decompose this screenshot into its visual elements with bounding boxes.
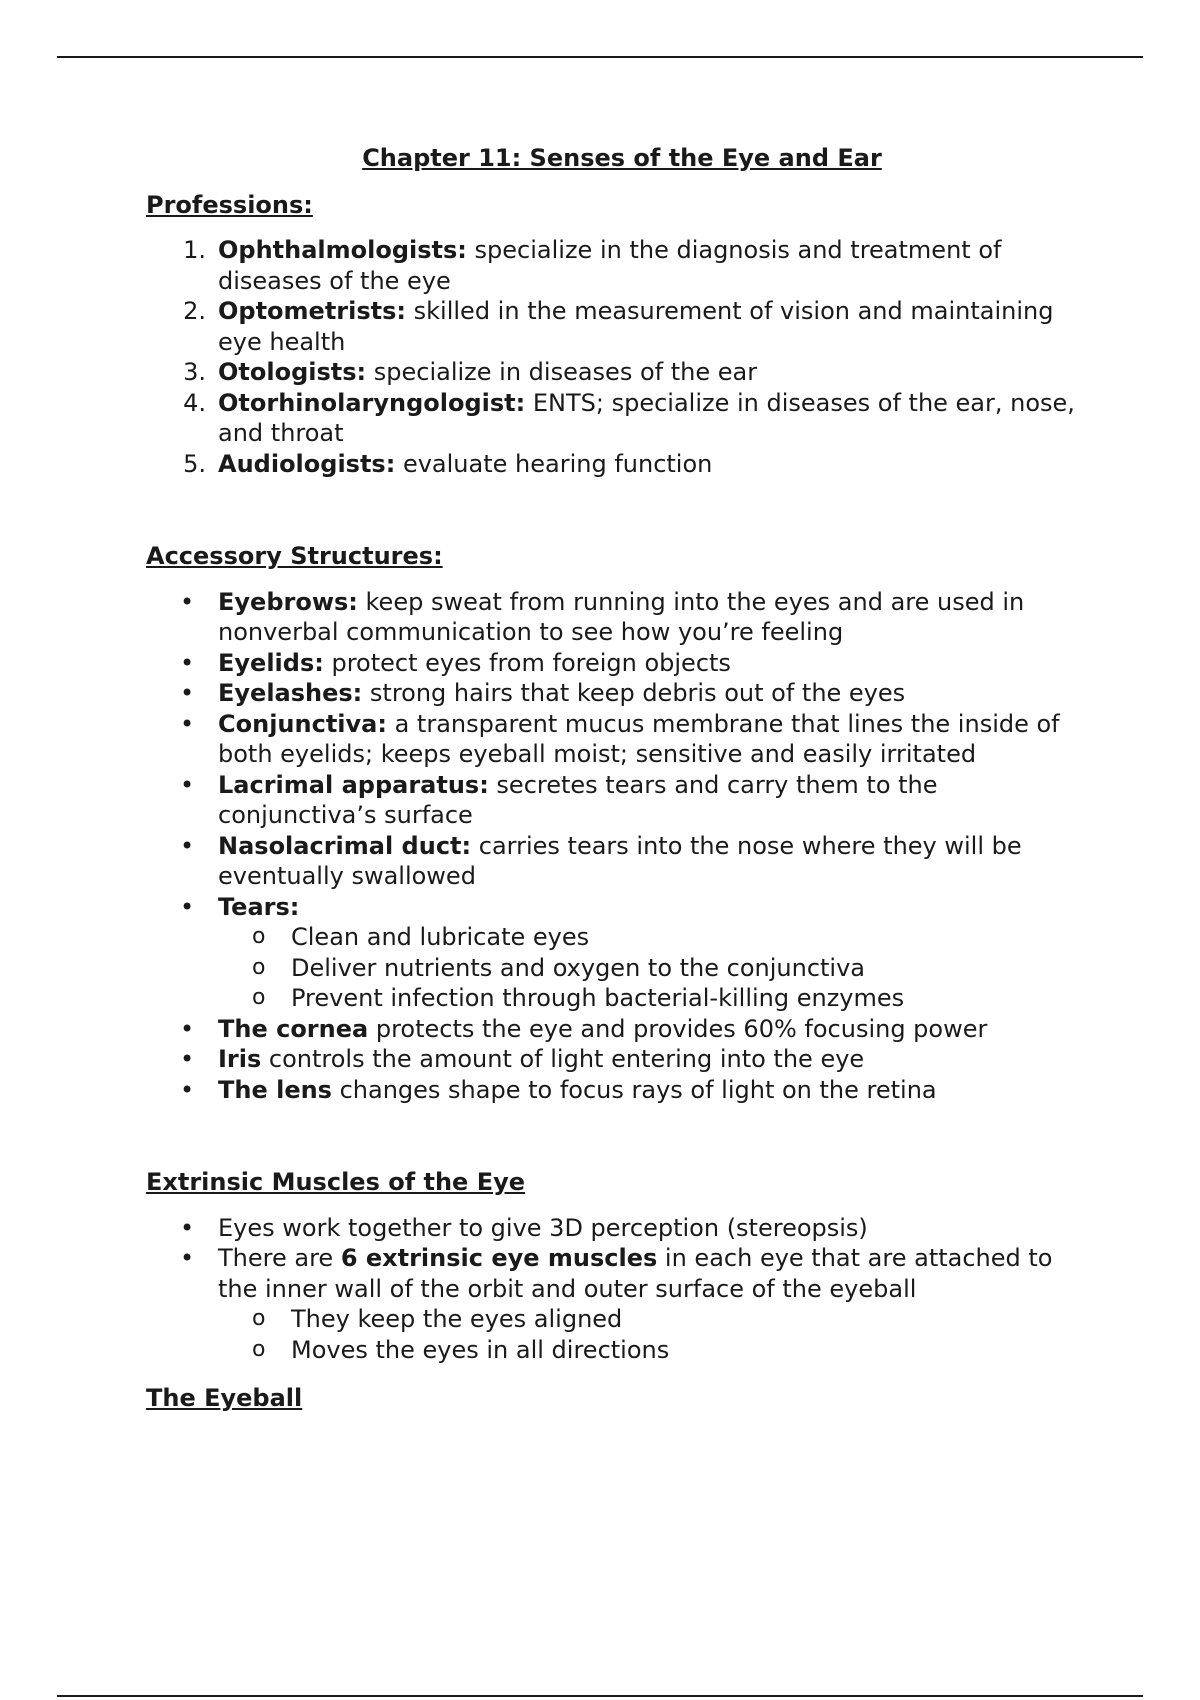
list-item [146,1014,1086,1045]
page-title: Chapter 11: Senses of the Eye and Ear [362,144,882,172]
bullet-icon: • [180,1045,195,1073]
sublist-item [146,1304,1086,1335]
list-item [146,770,1086,831]
list-item [146,648,1086,679]
sublist-text: Prevent infection through bacterial-killing enzymes [291,984,905,1012]
bullet-icon: • [180,1075,195,1104]
term: Conjunctiva: [218,709,387,738]
list-item [146,1243,1086,1365]
list-item [146,357,1086,388]
item-text-post: in each eye that are attached to the inner wall of the orbit and outer surface of the eyeball [218,1244,1053,1303]
list-item [146,678,1086,709]
term: Audiologists: [218,449,396,478]
bullet-icon: • [180,587,195,616]
sublist-item [146,1335,1086,1366]
term: Lacrimal apparatus: [218,770,489,799]
accessory-list [146,587,1086,1106]
tears-sublist [218,922,1086,1014]
extrinsic-sublist [218,1304,1086,1365]
professions-list [146,235,1086,479]
bullet-icon: • [180,709,195,738]
bullet-icon: • [180,1014,195,1043]
list-item [146,1044,1086,1075]
sub-bullet-icon: o [252,954,266,980]
definition: protects the eye and provides 60% focusing power [368,1014,988,1043]
sublist-item [146,922,1086,953]
definition: changes shape to focus rays of light on the retina [331,1075,937,1104]
sublist-text: They keep the eyes aligned [291,1305,623,1333]
list-item [146,449,1086,480]
definition: evaluate hearing function [395,449,713,478]
bottom-rule [57,1695,1143,1697]
list-number: 4. [183,388,206,417]
list-item [146,709,1086,770]
list-item [146,296,1086,357]
term: Otologists: [218,358,367,386]
term: The lens [218,1075,332,1104]
list-item [146,892,1086,1014]
sublist-text: Deliver nutrients and oxygen to the conjunctiva [291,953,866,982]
accessory-heading: Accessory Structures: [146,542,443,570]
definition: skilled in the measurement of vision and maintaining eye health [218,297,1054,356]
list-number: 1. [183,236,206,264]
list-item [146,587,1086,648]
sub-bullet-icon: o [252,1306,266,1331]
definition: specialize in diseases of the ear [366,358,758,386]
bullet-icon: • [180,770,195,799]
term: Optometrists: [218,297,407,325]
bullet-icon: • [180,1213,195,1242]
definition: keep sweat from running into the eyes and are used in nonverbal communication to see how you’re feeling [218,587,1025,646]
definition: strong hairs that keep debris out of the eyes [362,679,906,707]
extrinsic-list [146,1213,1086,1366]
definition: a transparent mucus membrane that lines the inside of both eyelids; keeps eyeball moist; sensitive and easily irritated [218,709,1060,768]
bullet-icon: • [180,679,195,707]
bullet-icon: • [180,831,195,860]
term: The cornea [218,1014,369,1043]
term: Iris [218,1045,262,1073]
bullet-icon: • [180,1244,195,1272]
term: Eyebrows: [218,587,358,616]
list-item [146,388,1086,449]
term: Otorhinolaryngologist: [218,388,526,417]
eyeball-heading: The Eyeball [146,1384,303,1412]
professions-heading: Professions: [146,190,313,219]
term: Eyelids: [218,648,324,677]
sublist-item [146,953,1086,984]
list-number: 2. [183,297,206,325]
list-item [146,831,1086,892]
list-item [146,1075,1086,1106]
term: Eyelashes: [218,679,363,707]
term: 6 extrinsic eye muscles [340,1244,658,1272]
document-body [146,143,1086,1414]
definition: carries tears into the nose where they will be eventually swallowed [218,831,1022,890]
list-number: 3. [183,358,206,386]
term: Tears: [218,892,300,921]
sub-bullet-icon: o [252,985,266,1010]
sublist-text: Moves the eyes in all directions [291,1335,670,1364]
list-number: 5. [183,449,206,478]
item-text: Eyes work together to give 3D perception (stereopsis) [218,1213,868,1242]
item-text-pre: There are [218,1244,341,1272]
definition: ENTS; specialize in diseases of the ear, nose, and throat [218,388,1075,447]
sublist-item [146,983,1086,1014]
top-rule [57,56,1143,58]
list-item [146,1213,1086,1244]
sub-bullet-icon: o [252,1336,266,1362]
term: Ophthalmologists: [218,236,467,264]
definition: controls the amount of light entering into the eye [261,1045,865,1073]
definition: specialize in the diagnosis and treatment of diseases of the eye [218,236,1002,295]
extrinsic-heading: Extrinsic Muscles of the Eye [146,1168,526,1196]
definition: secretes tears and carry them to the conjunctiva’s surface [218,770,938,829]
sub-bullet-icon: o [252,924,266,949]
list-item [146,235,1086,296]
term: Nasolacrimal duct: [218,831,472,860]
definition: protect eyes from foreign objects [323,648,731,677]
sublist-text: Clean and lubricate eyes [291,923,590,951]
bullet-icon: • [180,892,195,921]
bullet-icon: • [180,648,195,677]
